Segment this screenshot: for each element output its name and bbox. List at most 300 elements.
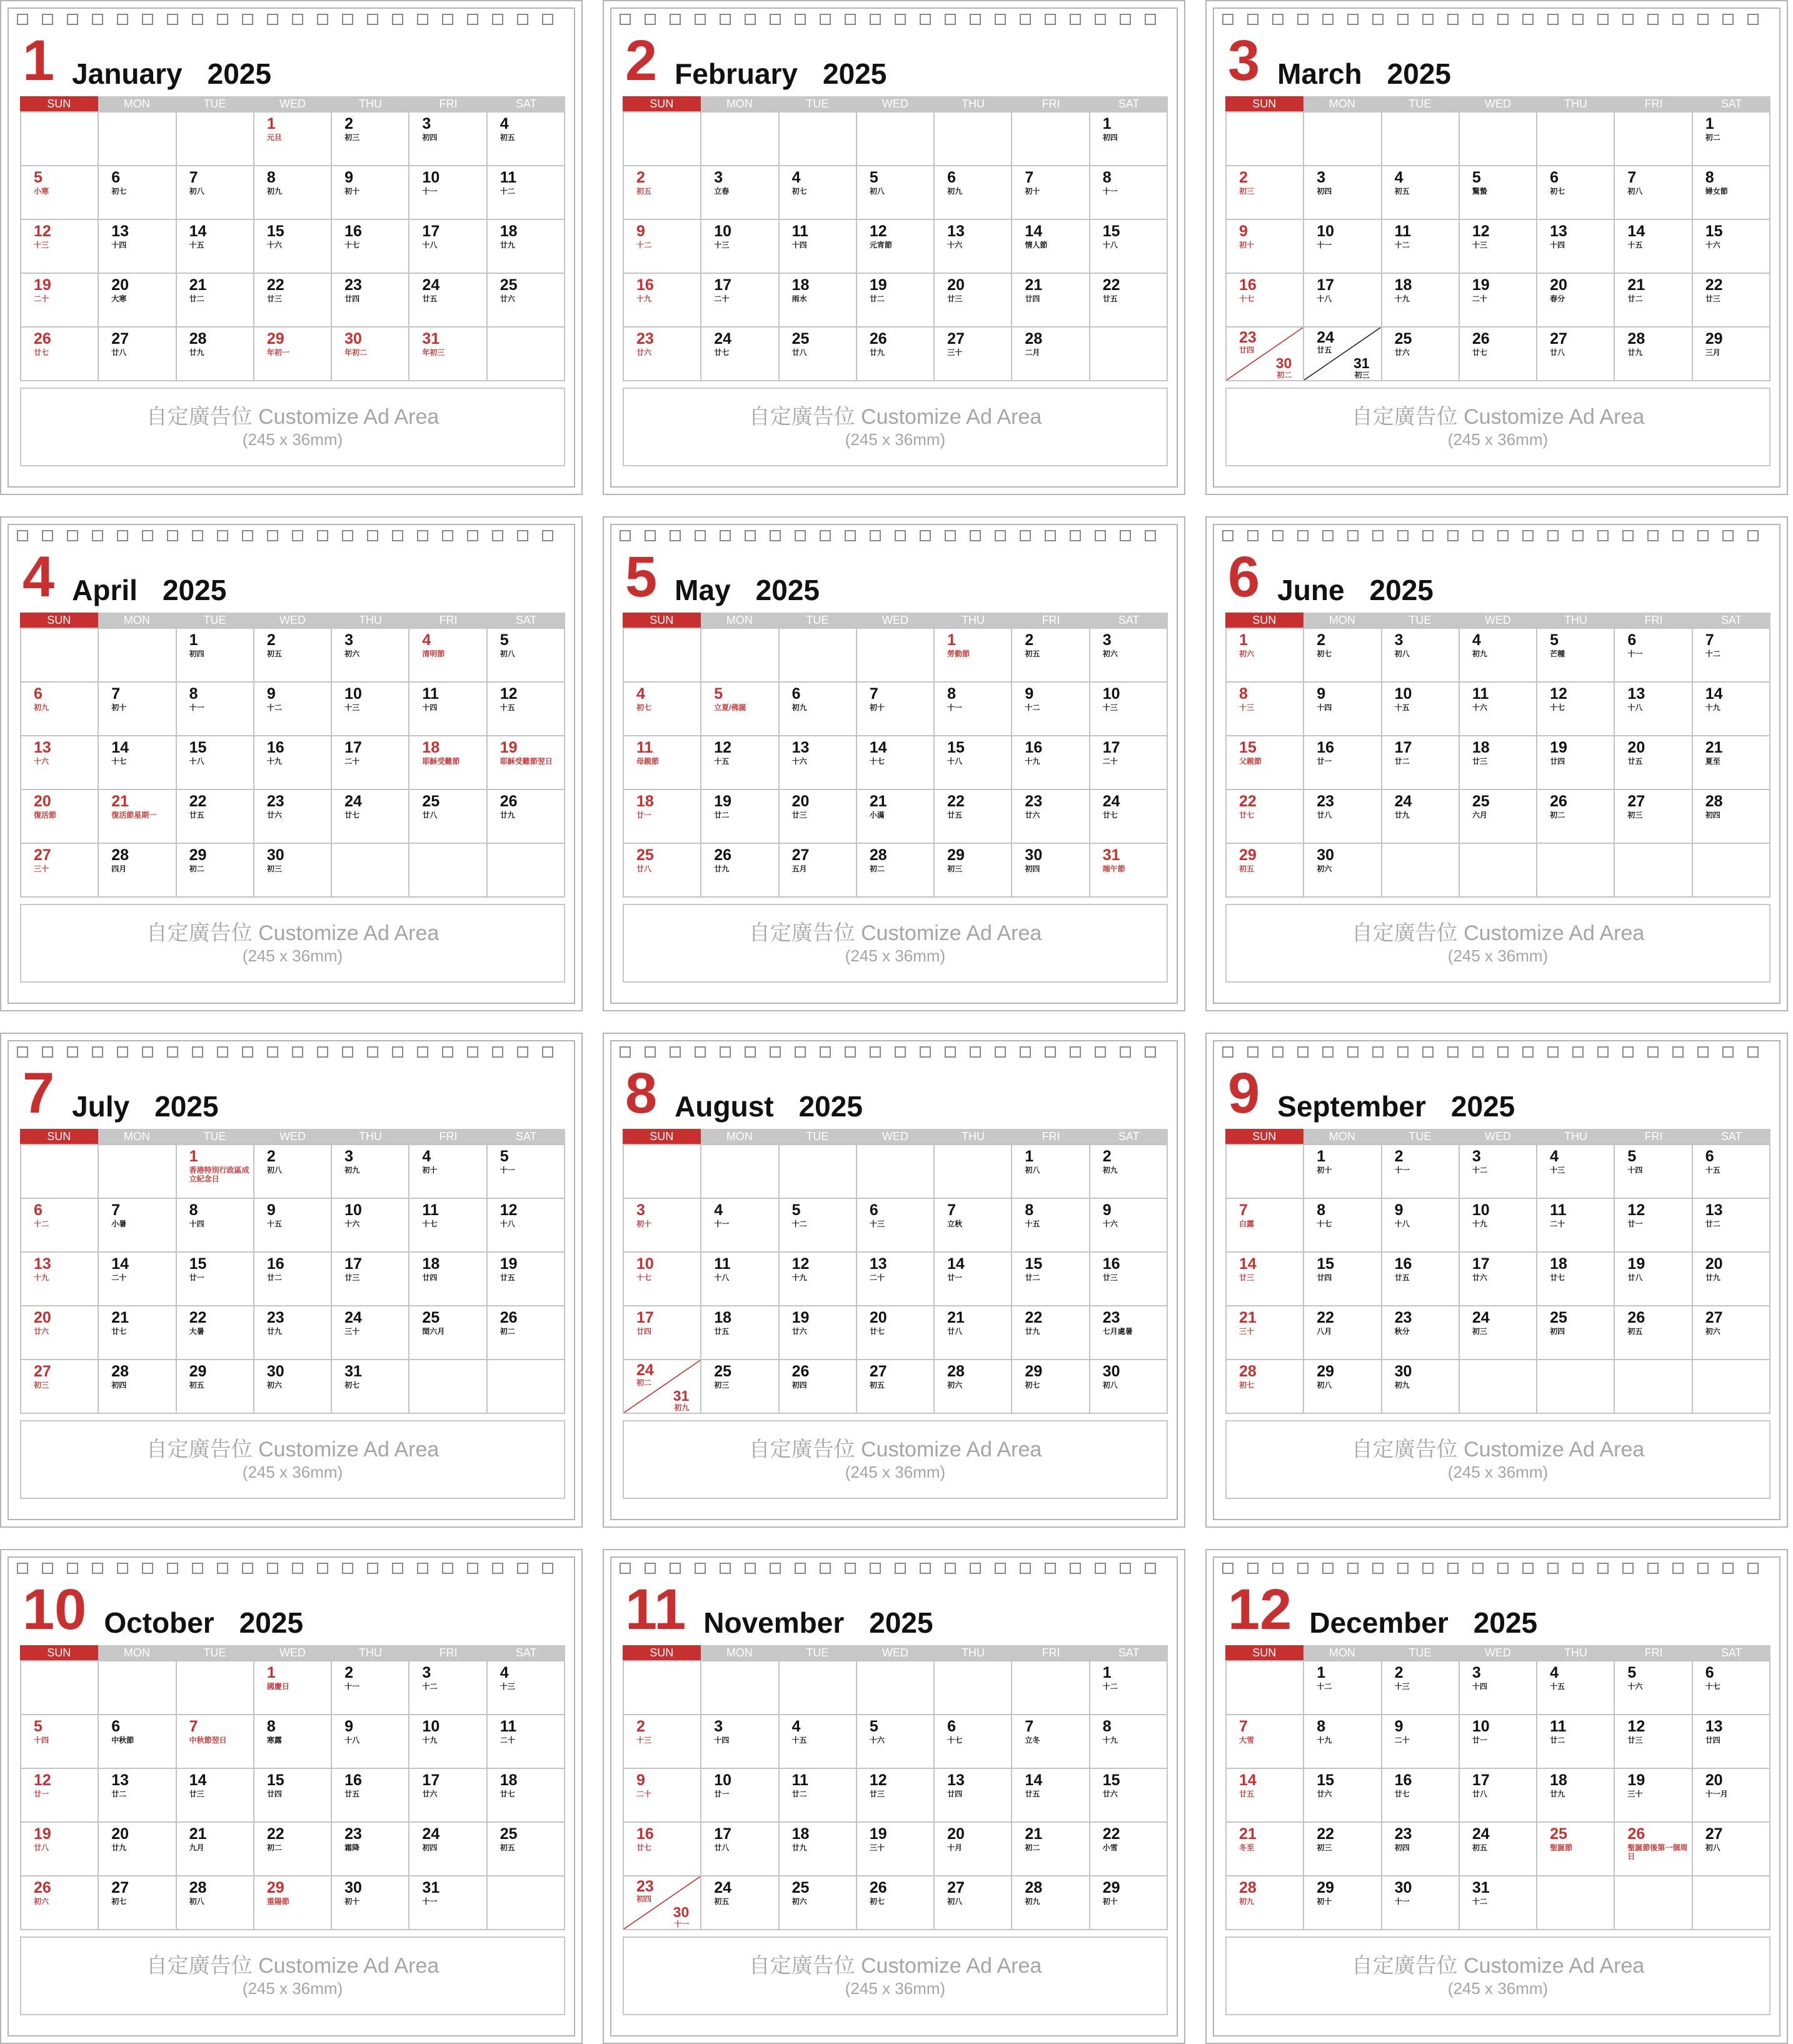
day-number: 29 <box>1317 1363 1335 1380</box>
day-cell <box>1693 683 1770 736</box>
day-cell <box>177 1145 254 1199</box>
day-cell <box>624 220 701 274</box>
weekday-label: SAT <box>1118 1646 1140 1659</box>
day-number: 2 <box>636 169 645 186</box>
binding-hole <box>1747 1563 1759 1574</box>
binding-hole <box>870 14 881 25</box>
lunar-label: 廿二 <box>869 294 885 303</box>
lunar-label: 初五 <box>1394 187 1410 196</box>
day-number: 18 <box>1472 739 1490 756</box>
day-number: 18 <box>500 223 518 240</box>
calendar-grid <box>623 96 1168 381</box>
lunar-label: 廿九 <box>500 811 515 819</box>
lunar-label: 廿二 <box>189 294 204 303</box>
lunar-label: 初三 <box>34 1381 49 1390</box>
binding-hole <box>720 530 731 541</box>
day-cell <box>1693 274 1770 328</box>
weekday-header <box>1225 1129 1770 1144</box>
binding-hole <box>317 530 328 541</box>
month-number: 12 <box>1228 1578 1292 1641</box>
binding-hole <box>1222 1563 1233 1574</box>
lunar-label: 大雪 <box>1239 1736 1255 1745</box>
lunar-label: 清明節 <box>422 649 445 658</box>
day-cell <box>332 113 409 166</box>
day-number: 23 <box>1394 1825 1412 1843</box>
lunar-label: 初六 <box>947 1381 963 1390</box>
weekday-label: THU <box>359 1130 383 1143</box>
day-number: 20 <box>1550 276 1567 294</box>
weekday-label: THU <box>962 1646 985 1659</box>
binding-hole <box>342 1046 353 1058</box>
weekday-label: THU <box>1564 1646 1588 1659</box>
lunar-label: 十四 <box>422 703 438 712</box>
binding-hole <box>467 14 478 25</box>
day-cell <box>1012 1199 1090 1253</box>
ad-size: (245 x 36mm) <box>845 1463 946 1481</box>
lunar-label: 十八 <box>500 1220 515 1228</box>
day-cell <box>1537 1715 1615 1769</box>
binding-hole <box>117 530 128 541</box>
day-cell <box>1537 1823 1615 1876</box>
binding-hole <box>267 1046 278 1058</box>
day-cell <box>1227 629 1304 683</box>
lunar-label: 初七 <box>1239 1381 1255 1390</box>
day-number: 17 <box>1102 739 1120 756</box>
month-page-4 <box>0 516 583 1011</box>
weekday-label: THU <box>962 614 985 626</box>
day-number: 19 <box>714 793 732 810</box>
day-number: 29 <box>1317 1879 1335 1896</box>
day-number: 4 <box>791 1718 801 1735</box>
day-number: 20 <box>34 1309 51 1326</box>
day-cell <box>1090 166 1168 220</box>
lunar-label: 十二 <box>34 1220 49 1228</box>
day-number: 3 <box>422 1664 431 1681</box>
day-number: 16 <box>636 276 654 294</box>
day-cell <box>1382 1360 1460 1414</box>
day-cell <box>1693 1253 1770 1306</box>
lunar-label: 重陽節 <box>266 1897 289 1906</box>
day-cell <box>1460 1661 1537 1715</box>
empty-cell <box>1615 844 1692 898</box>
binding-hole <box>1597 1046 1609 1058</box>
binding-holes <box>620 1563 1156 1574</box>
day-number: 26 <box>1472 330 1490 348</box>
lunar-label: 霜降 <box>344 1843 360 1852</box>
binding-hole <box>895 1046 906 1058</box>
empty-cell <box>1693 844 1770 898</box>
day-cell <box>21 328 99 381</box>
lunar-label: 初九 <box>1025 1897 1040 1906</box>
day-cell <box>1693 166 1770 220</box>
day-cell <box>935 220 1012 274</box>
weekday-header <box>20 96 565 111</box>
month-page-8 <box>603 1033 1185 1528</box>
lunar-label: 國慶日 <box>266 1682 289 1691</box>
lunar-label: 廿七 <box>34 348 49 357</box>
lunar-label: 十六 <box>266 241 282 249</box>
lunar-label: 廿八 <box>947 1327 963 1336</box>
lunar-label: 立冬 <box>1025 1736 1040 1745</box>
weekday-label: TUE <box>1409 614 1432 626</box>
day-number: 12 <box>1627 1201 1645 1219</box>
day-number: 12 <box>869 1771 887 1789</box>
day-number: 7 <box>869 685 878 703</box>
binding-hole <box>695 1563 706 1574</box>
binding-hole <box>820 14 831 25</box>
day-cell <box>1460 1715 1537 1769</box>
lunar-label: 初四 <box>189 649 204 658</box>
lunar-label: 初四 <box>422 133 438 142</box>
second-day-number: 31 <box>1353 355 1370 371</box>
binding-hole <box>392 1046 403 1058</box>
binding-hole <box>542 1046 553 1058</box>
lunar-label: 廿六 <box>636 348 652 357</box>
day-cell <box>332 1715 409 1769</box>
day-number: 4 <box>791 169 801 186</box>
day-cell <box>701 1360 779 1414</box>
lunar-label: 聖誕節後第一個周日 <box>1627 1843 1688 1861</box>
month-name: April <box>72 574 138 607</box>
weekday-label: SAT <box>1720 98 1742 110</box>
binding-hole <box>1145 14 1156 25</box>
day-number: 20 <box>869 1309 887 1326</box>
binding-holes <box>17 1046 553 1058</box>
day-cell <box>1304 1306 1382 1360</box>
lunar-label: 初六 <box>266 1381 282 1390</box>
day-cell <box>177 629 254 683</box>
day-cell <box>1382 683 1460 736</box>
lunar-label: 廿六 <box>1317 1790 1332 1798</box>
binding-hole <box>1547 530 1559 541</box>
lunar-label: 廿九 <box>1550 1790 1565 1798</box>
binding-hole <box>1672 1046 1684 1058</box>
day-cell <box>1460 1823 1537 1876</box>
day-number: 2 <box>1394 1664 1404 1681</box>
day-number: 15 <box>1025 1255 1043 1273</box>
day-cell <box>1012 1145 1090 1199</box>
ad-title: 自定廣告位 Customize Ad Area <box>748 405 1042 429</box>
day-cell <box>1227 1306 1304 1360</box>
day-number: 12 <box>1627 1718 1645 1735</box>
lunar-label: 春分 <box>1550 294 1565 303</box>
lunar-label: 十七 <box>947 1736 963 1745</box>
day-number: 25 <box>1550 1825 1567 1843</box>
weekday-label: MON <box>1328 1130 1355 1143</box>
calendar-grid <box>20 96 565 381</box>
day-number: 5 <box>791 1201 801 1219</box>
binding-hole <box>945 14 956 25</box>
lunar-label: 初二 <box>189 864 204 873</box>
day-cells <box>1225 111 1770 381</box>
binding-hole <box>720 1563 731 1574</box>
binding-hole <box>795 14 806 25</box>
day-number: 6 <box>111 1718 121 1735</box>
binding-hole <box>795 1046 806 1058</box>
day-cell <box>857 328 935 381</box>
day-cell <box>1090 844 1168 898</box>
day-number: 28 <box>1239 1363 1257 1380</box>
lunar-label: 十九 <box>1472 1220 1487 1228</box>
day-number: 17 <box>344 739 362 756</box>
day-number: 6 <box>34 1201 43 1219</box>
day-cell <box>1615 1661 1692 1715</box>
day-cell <box>701 1253 779 1306</box>
day-cell <box>624 1769 701 1823</box>
day-number: 15 <box>1102 1771 1120 1789</box>
day-cell <box>254 1876 332 1930</box>
day-number: 15 <box>1317 1771 1335 1789</box>
lunar-label: 十二 <box>1394 241 1410 249</box>
lunar-label: 初六 <box>791 1897 807 1906</box>
lunar-label: 廿五 <box>344 1790 360 1798</box>
day-cell <box>1090 1823 1168 1876</box>
ad-area <box>623 1936 1168 2015</box>
weekday-label: SAT <box>1720 1646 1742 1659</box>
ad-size: (245 x 36mm) <box>845 430 946 449</box>
binding-hole <box>417 1563 428 1574</box>
binding-hole <box>417 14 428 25</box>
binding-hole <box>1372 1046 1384 1058</box>
day-cell <box>780 328 857 381</box>
binding-hole <box>1647 1563 1659 1574</box>
binding-hole <box>1722 530 1734 541</box>
weekday-label: FRI <box>439 1646 458 1659</box>
binding-holes <box>620 14 1156 25</box>
day-number: 15 <box>1705 223 1723 240</box>
day-cell <box>1304 1145 1382 1199</box>
binding-hole <box>292 1563 303 1574</box>
weekday-label: MON <box>123 1130 150 1143</box>
lunar-label: 廿八 <box>111 348 127 357</box>
day-cell <box>1090 736 1168 790</box>
lunar-label: 廿四 <box>1550 757 1565 766</box>
lunar-label: 廿六 <box>500 294 515 303</box>
day-cell <box>177 166 254 220</box>
day-cell <box>935 166 1012 220</box>
day-number: 14 <box>1025 223 1043 240</box>
day-cell <box>332 274 409 328</box>
binding-hole <box>542 1563 553 1574</box>
lunar-label: 中秋節翌日 <box>189 1736 227 1745</box>
binding-hole <box>17 1563 28 1574</box>
day-cell <box>1537 1306 1615 1360</box>
day-cell <box>1382 1661 1460 1715</box>
day-cell <box>1615 1823 1692 1876</box>
day-number: 30 <box>1394 1363 1412 1380</box>
lunar-label: 初六 <box>1317 864 1332 873</box>
day-number: 2 <box>1394 1148 1404 1165</box>
day-cell <box>1693 328 1770 381</box>
calendar-grid <box>20 1645 565 1930</box>
day-number: 18 <box>422 1255 440 1273</box>
day-number: 18 <box>422 739 440 756</box>
weekday-header <box>623 1645 1168 1660</box>
lunar-label: 小滿 <box>869 811 885 819</box>
day-cell <box>624 1715 701 1769</box>
binding-hole <box>242 14 253 25</box>
lunar-label: 大寒 <box>111 294 127 303</box>
empty-cell <box>857 113 935 166</box>
day-number: 6 <box>1550 169 1559 186</box>
lunar-label: 初九 <box>1394 1381 1410 1390</box>
lunar-label: 初五 <box>1627 1327 1643 1336</box>
day-number: 10 <box>1317 223 1335 240</box>
day-cell <box>780 1876 857 1930</box>
empty-cell <box>780 1145 857 1199</box>
lunar-label: 復活節星期一 <box>111 811 157 819</box>
day-cell <box>1615 274 1692 328</box>
day-cell <box>177 1876 254 1930</box>
binding-hole <box>367 1563 378 1574</box>
day-cell <box>99 736 176 790</box>
binding-hole <box>1597 1563 1609 1574</box>
day-number: 12 <box>869 223 887 240</box>
day-number: 3 <box>1102 631 1112 649</box>
lunar-label: 初九 <box>1239 1897 1255 1906</box>
binding-hole <box>1247 530 1258 541</box>
lunar-label: 十九 <box>1025 757 1040 766</box>
weekday-label: WED <box>881 98 908 110</box>
day-number: 5 <box>869 1718 878 1735</box>
lunar-label: 廿九 <box>266 1327 282 1336</box>
lunar-label: 廿二 <box>1705 1220 1720 1228</box>
binding-hole <box>1497 530 1509 541</box>
lunar-label: 廿八 <box>791 348 807 357</box>
day-number: 21 <box>189 1825 207 1843</box>
day-number: 22 <box>1317 1825 1335 1843</box>
binding-hole <box>620 1563 631 1574</box>
second-day-number: 30 <box>1275 355 1292 371</box>
day-cell <box>409 1253 487 1306</box>
day-cell <box>1227 1360 1304 1414</box>
month-header <box>625 1578 933 1641</box>
lunar-label: 十三 <box>1550 1166 1565 1175</box>
binding-holes <box>1222 1046 1759 1058</box>
month-page-1 <box>0 0 583 495</box>
binding-hole <box>1095 14 1106 25</box>
binding-hole <box>117 1563 128 1574</box>
binding-hole <box>92 14 103 25</box>
month-number: 10 <box>23 1578 87 1641</box>
day-number: 18 <box>1394 276 1412 294</box>
lunar-label: 二十 <box>714 294 730 303</box>
day-cell <box>1615 790 1692 844</box>
binding-hole <box>92 530 103 541</box>
day-cell <box>1537 1199 1615 1253</box>
day-number: 9 <box>1394 1718 1404 1735</box>
day-cell <box>780 166 857 220</box>
day-number: 24 <box>344 793 362 810</box>
day-number: 27 <box>869 1363 887 1380</box>
day-number: 6 <box>1705 1664 1714 1681</box>
empty-cell <box>99 629 176 683</box>
day-cell <box>488 1715 565 1769</box>
day-number: 20 <box>1705 1255 1723 1273</box>
day-cell <box>935 629 1012 683</box>
day-cell <box>99 1876 176 1930</box>
day-cells <box>1225 1660 1770 1930</box>
lunar-label: 廿二 <box>266 1273 282 1282</box>
empty-cell <box>935 113 1012 166</box>
lunar-label: 初五 <box>500 1843 515 1852</box>
day-cell <box>21 736 99 790</box>
binding-hole <box>492 530 503 541</box>
weekday-label: SUN <box>20 1645 98 1660</box>
day-number: 11 <box>714 1255 731 1273</box>
lunar-label: 十二 <box>1102 1682 1118 1691</box>
lunar-label: 廿一 <box>1627 1220 1643 1228</box>
binding-hole <box>417 1046 428 1058</box>
binding-hole <box>870 1563 881 1574</box>
binding-hole <box>720 14 731 25</box>
binding-hole <box>17 14 28 25</box>
binding-hole <box>695 530 706 541</box>
day-cell <box>1382 1145 1460 1199</box>
day-number: 30 <box>1102 1363 1120 1380</box>
lunar-label: 初九 <box>947 187 963 196</box>
day-cell <box>857 736 935 790</box>
year-label: 2025 <box>207 58 271 91</box>
ad-size: (245 x 36mm) <box>242 946 343 965</box>
lunar-label: 初七 <box>111 1897 127 1906</box>
day-cell <box>624 790 701 844</box>
lunar-label: 十四 <box>714 1736 730 1745</box>
lunar-label: 十九 <box>422 1736 438 1745</box>
lunar-label: 十九 <box>636 294 652 303</box>
day-number: 22 <box>189 1309 207 1326</box>
day-cell <box>935 328 1012 381</box>
day-cell <box>1615 736 1692 790</box>
lunar-label: 廿五 <box>947 811 963 819</box>
lunar-label: 小暑 <box>111 1220 127 1228</box>
binding-hole <box>142 1563 153 1574</box>
day-cell <box>701 166 779 220</box>
day-number: 17 <box>422 1771 440 1789</box>
weekday-label: SUN <box>20 96 98 111</box>
day-number: 2 <box>1102 1148 1112 1165</box>
day-cell <box>1090 1715 1168 1769</box>
ad-area <box>623 388 1168 466</box>
lunar-label: 十三 <box>636 1736 652 1745</box>
second-lunar-label: 十一 <box>674 1920 690 1928</box>
day-number: 22 <box>1239 793 1257 810</box>
day-cell <box>935 1876 1012 1930</box>
binding-hole <box>1722 1046 1734 1058</box>
binding-hole <box>1522 14 1534 25</box>
day-cell <box>488 790 565 844</box>
empty-cell <box>1382 844 1460 898</box>
lunar-label: 廿七 <box>1394 1790 1410 1798</box>
day-cell <box>21 790 99 844</box>
day-number: 21 <box>947 1309 965 1326</box>
month-number: 3 <box>1228 29 1260 93</box>
day-number: 13 <box>791 739 810 756</box>
lunar-label: 母親節 <box>636 757 660 766</box>
weekday-header <box>623 96 1168 111</box>
day-cell <box>1460 1199 1537 1253</box>
weekday-label: WED <box>279 98 306 110</box>
lunar-label: 廿七 <box>344 811 360 819</box>
day-cell <box>1693 220 1770 274</box>
binding-hole <box>17 1046 28 1058</box>
weekday-label: SUN <box>623 1129 701 1144</box>
binding-hole <box>342 530 353 541</box>
binding-hole <box>1045 1563 1056 1574</box>
day-number: 1 <box>266 115 276 133</box>
lunar-label: 廿三 <box>869 1790 885 1798</box>
ad-title: 自定廣告位 Customize Ad Area <box>748 1954 1042 1978</box>
